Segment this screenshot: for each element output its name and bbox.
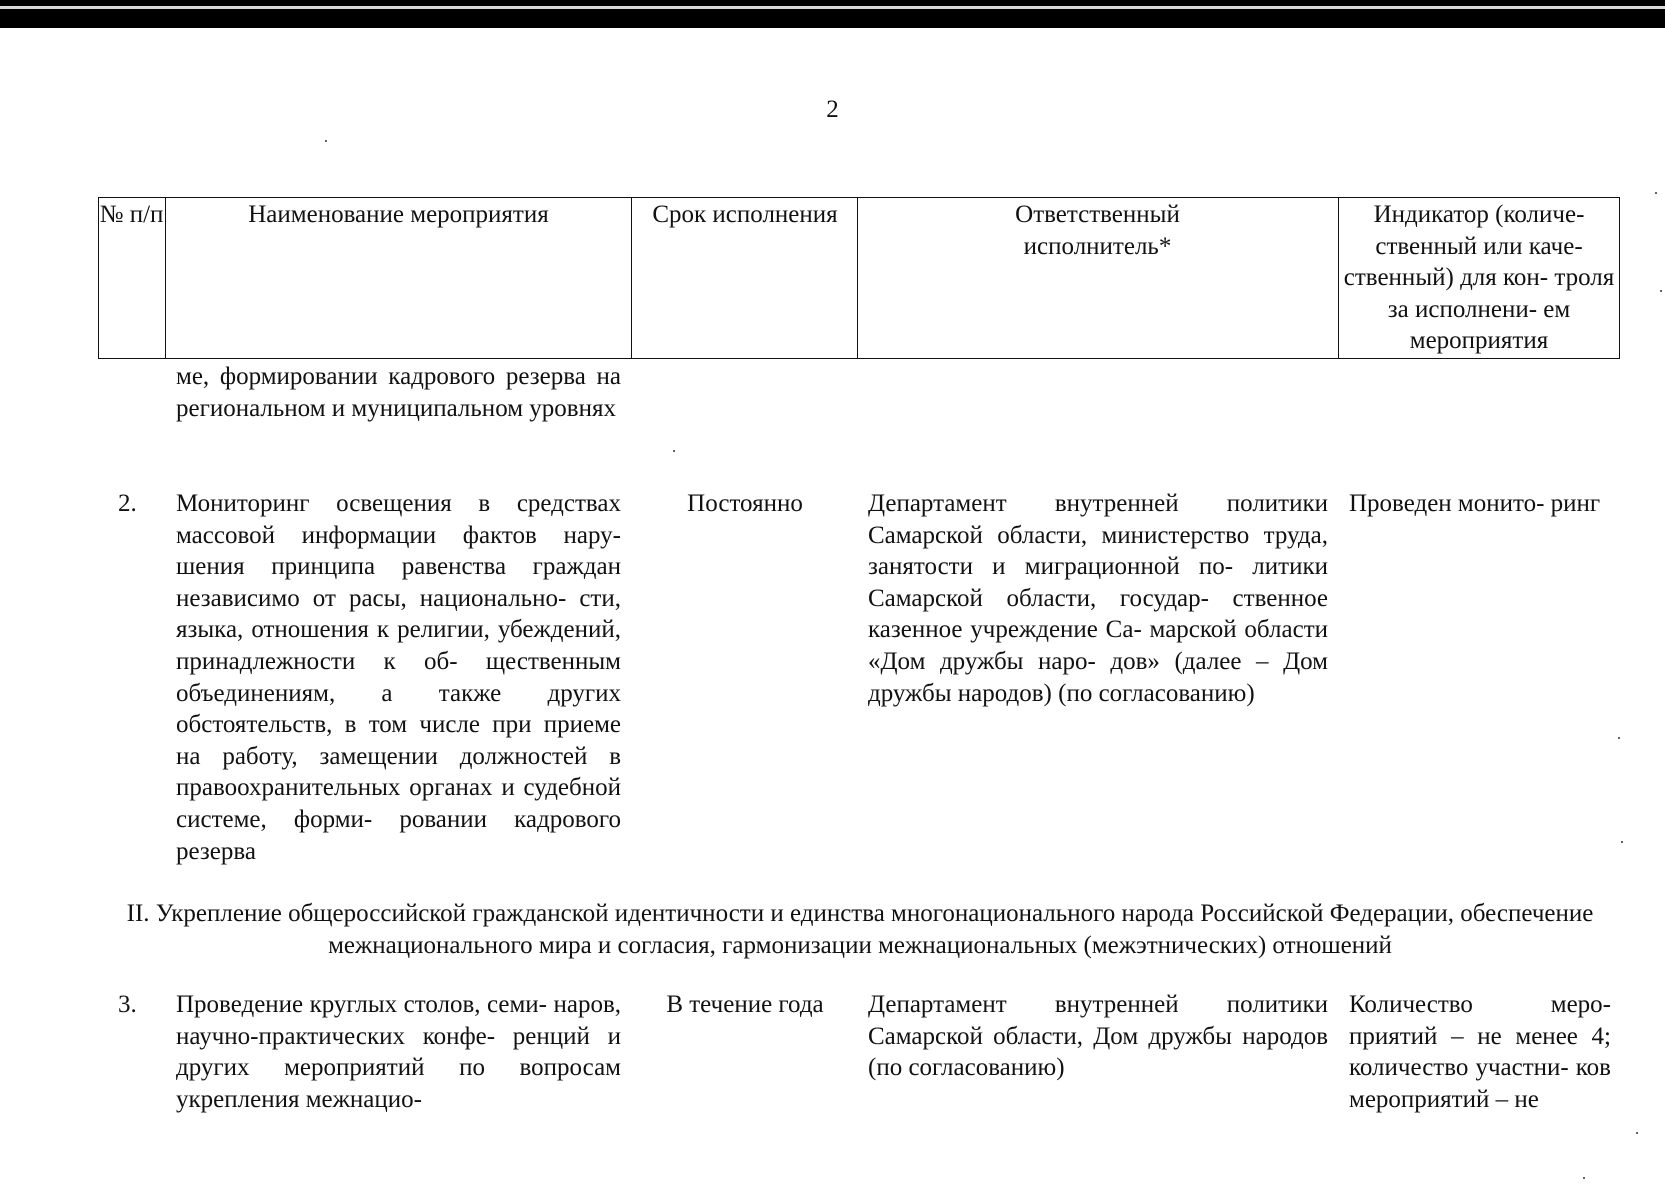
row-indicator: Проведен монито- ринг: [1349, 490, 1601, 517]
scan-speck: [325, 140, 327, 142]
scan-edge-bar: [0, 0, 1665, 28]
header-num: № п/п: [99, 201, 164, 228]
scan-speck: [1621, 841, 1623, 843]
column-divider: [631, 197, 632, 359]
row-indicator: Количество меро- приятий – не менее 4; количество участни- ков мероприятий – не: [1349, 991, 1611, 1113]
row-continuation-name: ме, формировании кадрового резерва на региональном и муниципальном уровнях: [176, 363, 621, 422]
row-executor: Департамент внутренней политики Самарской области, Дом дружбы народов (по согласованию): [868, 991, 1328, 1082]
scan-speck: [1655, 192, 1657, 194]
row-name: Проведение круглых столов, семи- наров, научно-практических конфе- ренций и других мероприятий по вопросам укрепления межнацио-: [176, 991, 621, 1113]
row-num: 2.: [118, 490, 137, 517]
header-executor: Ответственный исполнитель*: [1015, 201, 1180, 260]
header-name: Наименование мероприятия: [248, 201, 549, 228]
header-term: Срок исполнения: [652, 201, 838, 228]
scan-speck: [673, 450, 675, 452]
scan-speck: [1660, 290, 1662, 292]
row-num: 3.: [118, 991, 137, 1018]
column-divider: [857, 197, 858, 359]
page-number: 2: [826, 96, 839, 123]
row-term: Постоянно: [687, 490, 803, 517]
scan-speck: [1618, 737, 1620, 739]
row-term: В течение года: [666, 991, 824, 1018]
scan-speck: [1583, 1177, 1585, 1179]
row-name: Мониторинг освещения в средствах массовой информации фактов нару- шения принципа равенства граждан независимо от расы, национально- сти, языка, отношения к религии, убеждений, принадлежности к об- щественным объединениям, а также других обстоятельств, в том числе при приеме на работу, замещении должностей в правоохранительных органах и судебной системе, форми- ровании кадрового резерва: [176, 490, 621, 865]
header-indicator: Индикатор (количе- ственный или каче- ственный) для кон- троля за исполнени- ем мероприятия: [1343, 201, 1615, 355]
section-heading: II. Укрепление общероссийской гражданской идентичности и единства многонационального народа Российской Федерации, обеспечение межнационального мира и согласия, гармонизации межнациональных (межэтнических) отношений: [126, 900, 1594, 959]
column-divider: [1338, 197, 1339, 359]
row-executor: Департамент внутренней политики Самарской области, министерство труда, занятости и миграционной по- литики Самарской области, государ- ственное казенное учреждение Са- марской области «Дом дружбы наро- дов» (далее – Дом дружбы народов) (по согласованию): [868, 490, 1328, 707]
scan-speck: [1636, 1132, 1638, 1134]
